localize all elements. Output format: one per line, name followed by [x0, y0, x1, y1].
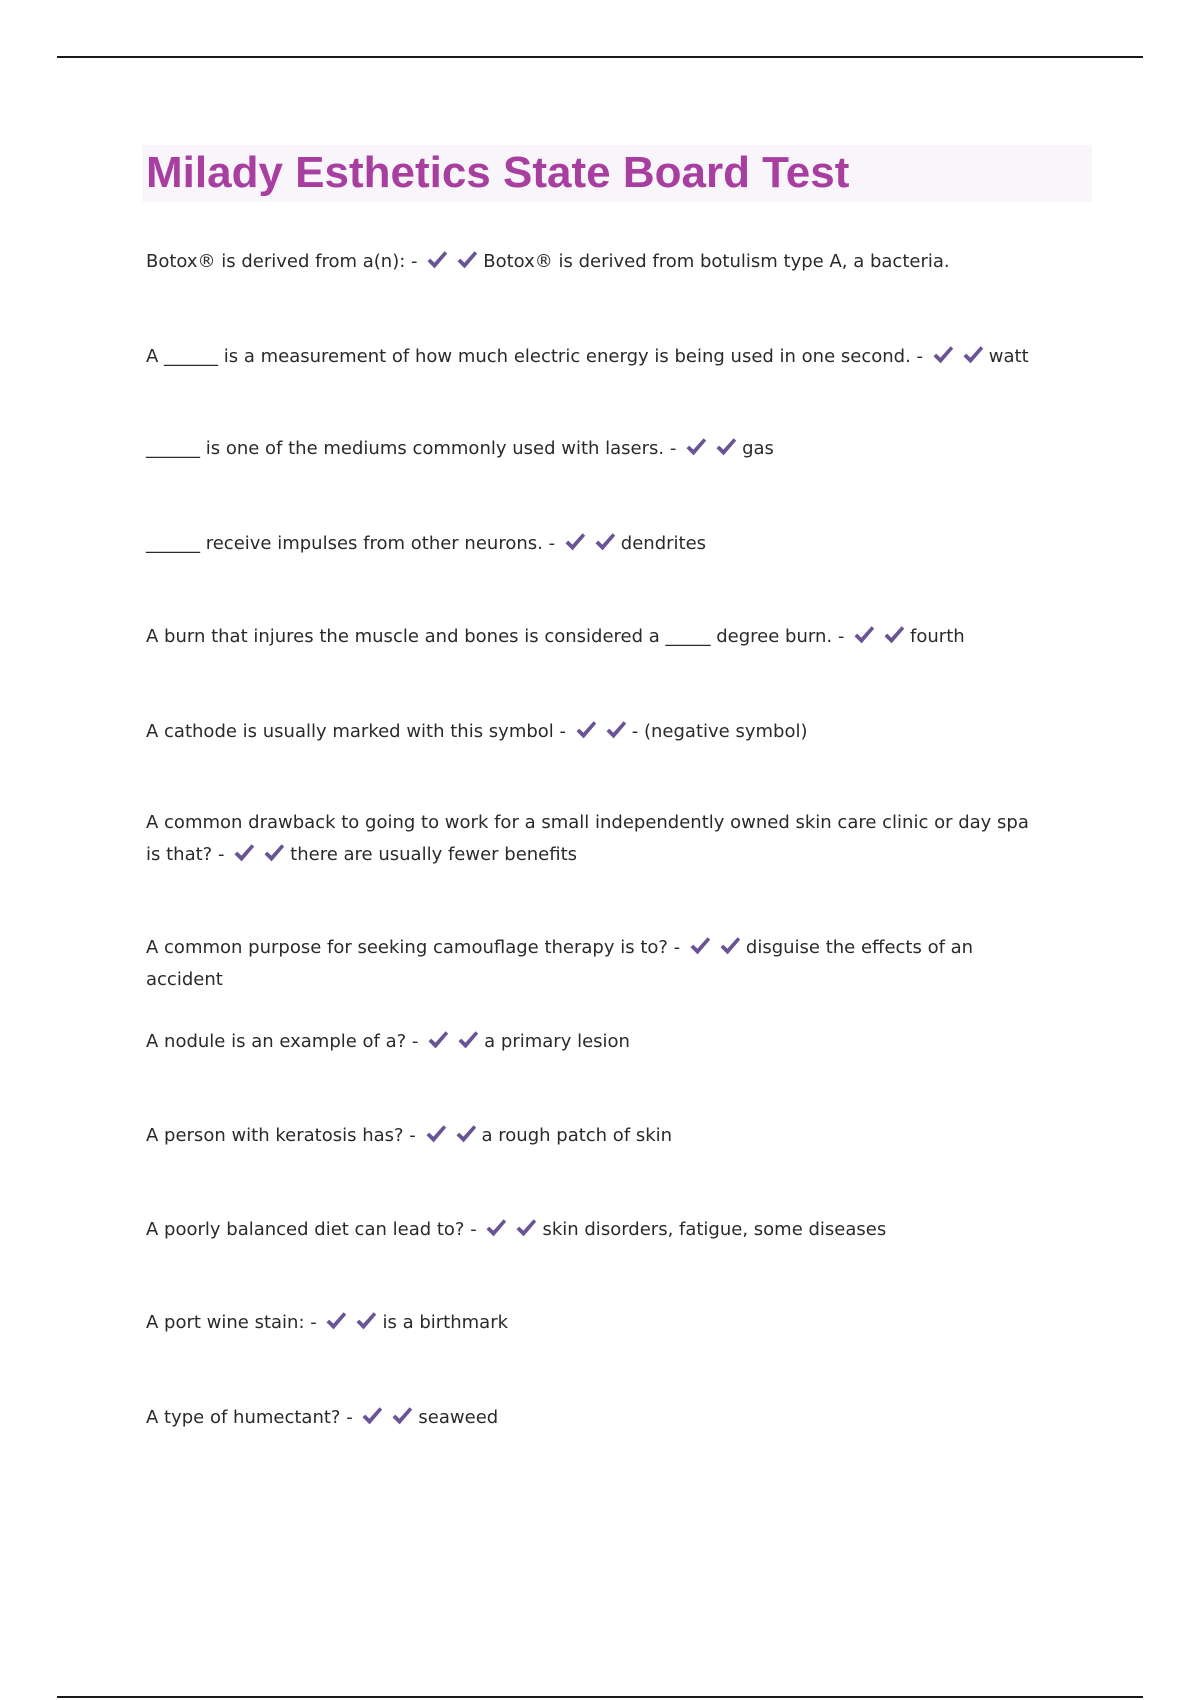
question-text: A port wine stain:: [146, 1312, 305, 1333]
double-check-icon: [484, 1212, 538, 1244]
check-icon: [718, 934, 742, 958]
check-icon: [514, 1216, 538, 1240]
check-icon: [961, 343, 985, 367]
question-text: A ______ is a measurement of how much electric energy is being used in one second.: [146, 346, 911, 367]
answer-text: a rough patch of skin: [481, 1125, 673, 1146]
check-icon: [324, 1309, 348, 1333]
double-check-icon: [574, 714, 628, 746]
check-icon: [455, 248, 479, 272]
check-icon: [484, 1216, 508, 1240]
check-icon: [426, 1028, 450, 1052]
answer-text: seaweed: [418, 1407, 499, 1428]
header-rule: [57, 56, 1143, 58]
qa-item: [146, 716, 1046, 748]
check-icon: [688, 934, 712, 958]
check-icon: [456, 1028, 480, 1052]
qa-item: [146, 1026, 1046, 1058]
check-icon: [454, 1122, 478, 1146]
separator: -: [340, 1407, 359, 1428]
question-text: A common purpose for seeking camouflage therapy is to?: [146, 937, 668, 958]
double-check-icon: [324, 1305, 378, 1337]
question-text: ______ is one of the mediums commonly used with lasers.: [146, 438, 665, 459]
qa-item: [146, 528, 1046, 560]
answer-text: a primary lesion: [484, 1031, 630, 1052]
check-icon: [390, 1404, 414, 1428]
question-text: ______ receive impulses from other neurons.: [146, 533, 543, 554]
qa-item: [146, 246, 1046, 278]
separator: -: [553, 721, 572, 742]
question-text: A person with keratosis has?: [146, 1125, 404, 1146]
qa-item: [146, 1214, 1046, 1246]
answer-text: - (negative symbol): [631, 721, 808, 742]
separator: -: [832, 626, 851, 647]
answer-text: is a birthmark: [382, 1312, 509, 1333]
double-check-icon: [426, 1024, 480, 1056]
qa-item: [146, 932, 1046, 996]
double-check-icon: [688, 930, 742, 962]
check-icon: [714, 435, 738, 459]
answer-text: gas: [742, 438, 774, 459]
double-check-icon: [852, 619, 906, 651]
footer-rule: [57, 1696, 1143, 1698]
qa-item: [146, 621, 1046, 653]
double-check-icon: [425, 244, 479, 276]
question-text: A burn that injures the muscle and bones is considered a _____ degree burn.: [146, 626, 833, 647]
page-title: Milady Esthetics State Board Test: [146, 148, 850, 197]
check-icon: [931, 343, 955, 367]
check-icon: [354, 1309, 378, 1333]
check-icon: [262, 841, 286, 865]
answer-text: there are usually fewer benefits: [290, 844, 578, 865]
check-icon: [593, 530, 617, 554]
answer-text: skin disorders, fatigue, some diseases: [542, 1219, 887, 1240]
check-icon: [360, 1404, 384, 1428]
answer-text: Botox® is derived from botulism type A, a bacteria.: [483, 251, 950, 272]
double-check-icon: [931, 339, 985, 371]
separator: -: [405, 251, 424, 272]
qa-item: [146, 1402, 1046, 1434]
separator: -: [910, 346, 929, 367]
qa-item: [146, 1307, 1046, 1339]
question-text: A cathode is usually marked with this symbol: [146, 721, 554, 742]
question-text: A type of humectant?: [146, 1407, 341, 1428]
question-text: A poorly balanced diet can lead to?: [146, 1219, 465, 1240]
separator: -: [406, 1031, 425, 1052]
double-check-icon: [684, 431, 738, 463]
qa-item: [146, 341, 1046, 373]
double-check-icon: [360, 1400, 414, 1432]
check-icon: [424, 1122, 448, 1146]
answer-text: disguise the effects of an accident: [146, 937, 974, 990]
double-check-icon: [563, 526, 617, 558]
separator: -: [212, 844, 231, 865]
check-icon: [563, 530, 587, 554]
answer-text: watt: [988, 346, 1029, 367]
double-check-icon: [232, 837, 286, 869]
check-icon: [574, 718, 598, 742]
check-icon: [425, 248, 449, 272]
question-text: A nodule is an example of a?: [146, 1031, 407, 1052]
question-text: A common drawback to going to work for a small independently owned skin care clinic or day spa is that?: [146, 812, 1029, 865]
answer-text: fourth: [910, 626, 965, 647]
double-check-icon: [424, 1118, 478, 1150]
check-icon: [882, 623, 906, 647]
separator: -: [464, 1219, 483, 1240]
question-text: Botox® is derived from a(n):: [146, 251, 406, 272]
separator: -: [667, 937, 686, 958]
qa-item: [146, 1120, 1046, 1152]
check-icon: [684, 435, 708, 459]
separator: -: [664, 438, 683, 459]
separator: -: [304, 1312, 323, 1333]
check-icon: [232, 841, 256, 865]
qa-item: [146, 433, 1046, 465]
separator: -: [403, 1125, 422, 1146]
separator: -: [542, 533, 561, 554]
answer-text: dendrites: [620, 533, 707, 554]
check-icon: [604, 718, 628, 742]
check-icon: [852, 623, 876, 647]
qa-item: [146, 807, 1046, 871]
